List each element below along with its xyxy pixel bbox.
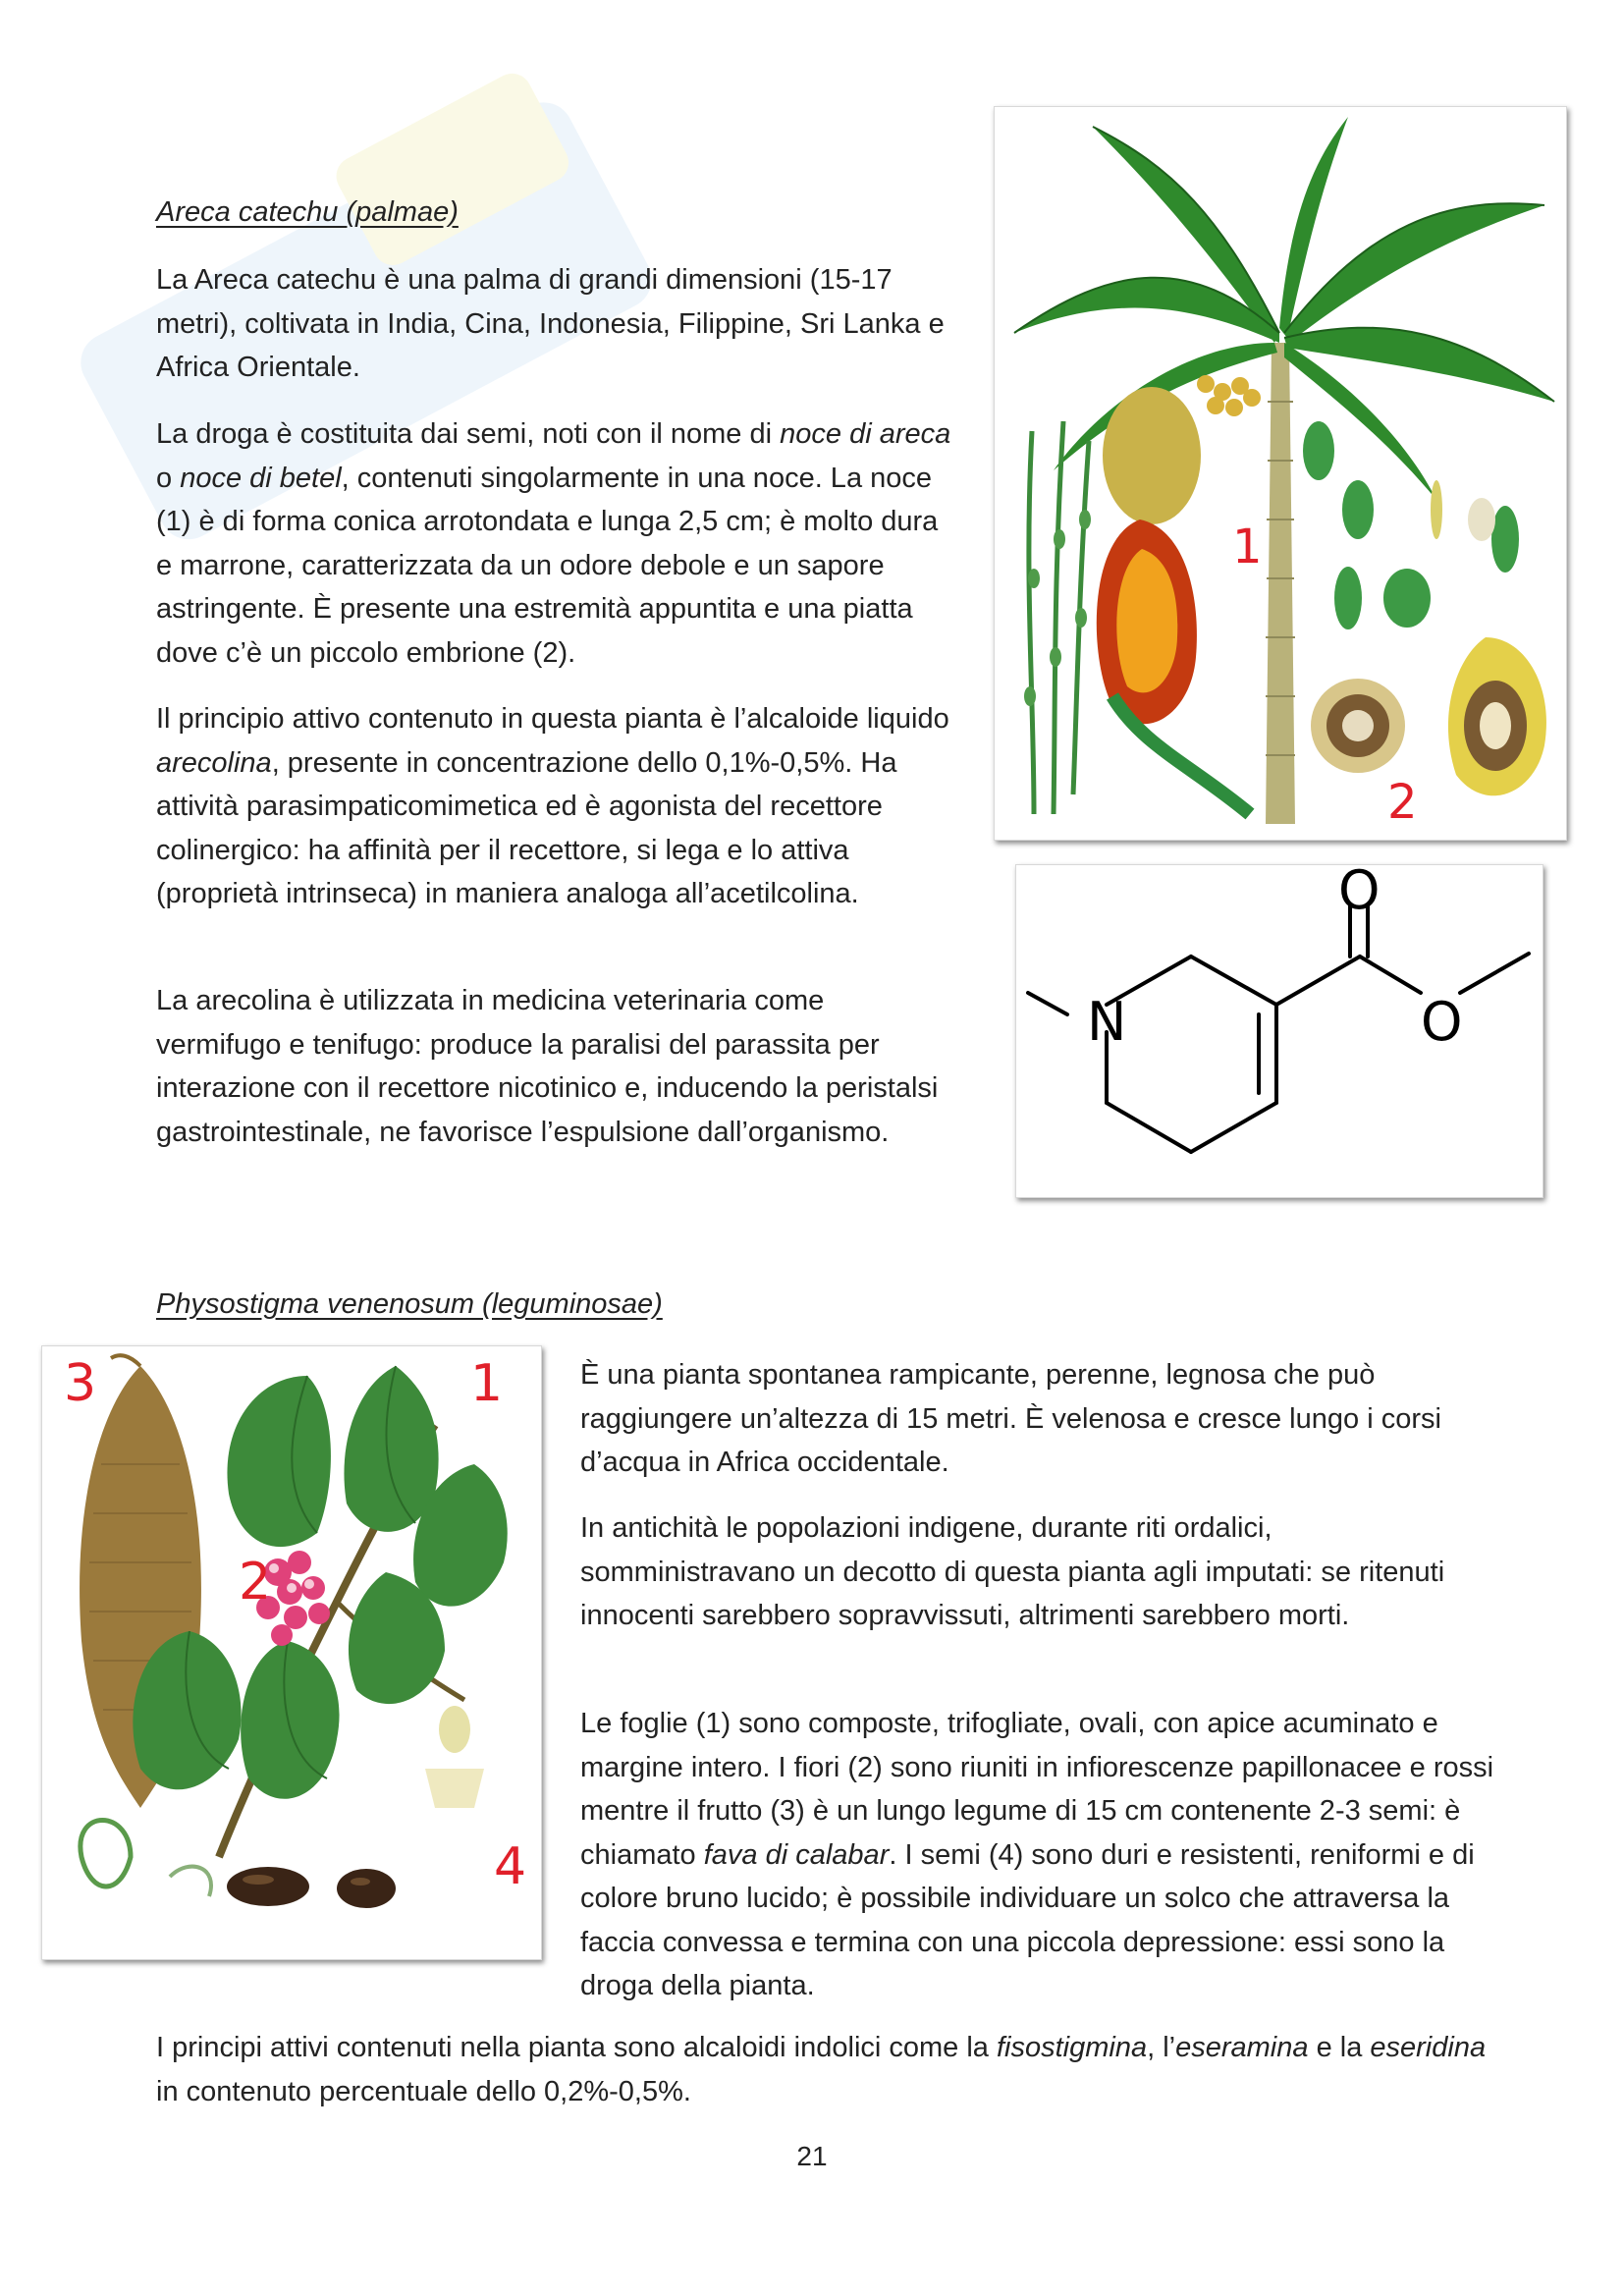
- page-number: 21: [796, 2141, 828, 2171]
- section-heading-areca: Areca catechu (palmae): [156, 196, 459, 228]
- arecoline-structure: [1015, 859, 1543, 1198]
- figure-label-2: 2: [1387, 775, 1418, 830]
- figure-label-2b: 2: [239, 1553, 272, 1612]
- areca-illustration: [994, 106, 1567, 841]
- physostigma-illustration: [41, 1345, 542, 1960]
- figure-label-1: 1: [1232, 519, 1263, 574]
- atom-n: N: [1087, 991, 1127, 1053]
- areca-paragraph-1: La Areca catechu è una palma di grandi dimensioni (15-17 metri), coltivata in India, Cina, Indonesia, Filippine, Sri Lanka e Africa Orientale.: [156, 264, 945, 383]
- physostigma-paragraph-2: In antichità le popolazioni indigene, durante riti ordalici, somministravano un decotto di questa pianta agli imputati: se ritenuti innocenti sarebbero sopravvissuti, altrimenti sarebbero morti.: [580, 1512, 1445, 1631]
- physostigma-paragraph-3: Le foglie (1) sono composte, trifogliate, ovali, con apice acuminato e margine intero. I fiori (2) sono riuniti in infiorescenze papillonacee e rossi mentre il frutto (3) è un lungo legume di 15 cm contenente 2-3 semi: è chiamato fava di calabar. I semi (4) sono duri e resistenti, reniformi e di colore bruno lucido; è possibile individuare un solco che attraversa la faccia convessa e termina con una piccola depressione: essi sono la droga della pianta.: [580, 1708, 1494, 2001]
- physostigma-paragraph-1: È una pianta spontanea rampicante, perenne, legnosa che può raggiungere un’altezza di 15 metri. È velenosa e cresce lungo i corsi d’acqua in Africa occidentale.: [580, 1359, 1441, 1478]
- areca-paragraph-4: La arecolina è utilizzata in medicina veterinaria come vermifugo e tenifugo: produce la paralisi del parassita per interazione con il recettore nicotinico e, inducendo la peristalsi gastrointestinale, ne favorisce l’espulsione dall’organismo.: [156, 985, 939, 1148]
- physostigma-paragraph-4: I principi attivi contenuti nella pianta sono alcaloidi indolici come la fisostigmina, l’eseramina e la eseridina in contenuto percentuale dello 0,2%-0,5%.: [156, 2032, 1487, 2107]
- atom-o-ester: O: [1421, 991, 1463, 1053]
- atom-o-carbonyl: O: [1338, 859, 1380, 921]
- areca-paragraph-2: La droga è costituita dai semi, noti con il nome di noce di areca o noce di betel, contenuti singolarmente in una noce. La noce (1) è di forma conica arrotondata e lunga 2,5 cm; è molto dura e marrone, caratterizzata da un odore debole e un sapore astringente. È presente una estremità appuntita e una piatta dove c’è un piccolo embrione (2).: [156, 418, 951, 669]
- figure-label-4: 4: [494, 1837, 527, 1896]
- figure-label-3: 3: [64, 1354, 97, 1413]
- section-heading-physostigma: Physostigma venenosum (leguminosae): [156, 1288, 663, 1320]
- figure-label-1b: 1: [470, 1354, 504, 1413]
- areca-paragraph-3: Il principio attivo contenuto in questa pianta è l’alcaloide liquido arecolina, presente in concentrazione dello 0,1%-0,5%. Ha attività parasimpaticomimetica ed è agonista del recettore colinergico: ha affinità per il recettore, si lega e lo attiva (proprietà intrinseca) in maniera analoga all’acetilcolina.: [156, 703, 949, 909]
